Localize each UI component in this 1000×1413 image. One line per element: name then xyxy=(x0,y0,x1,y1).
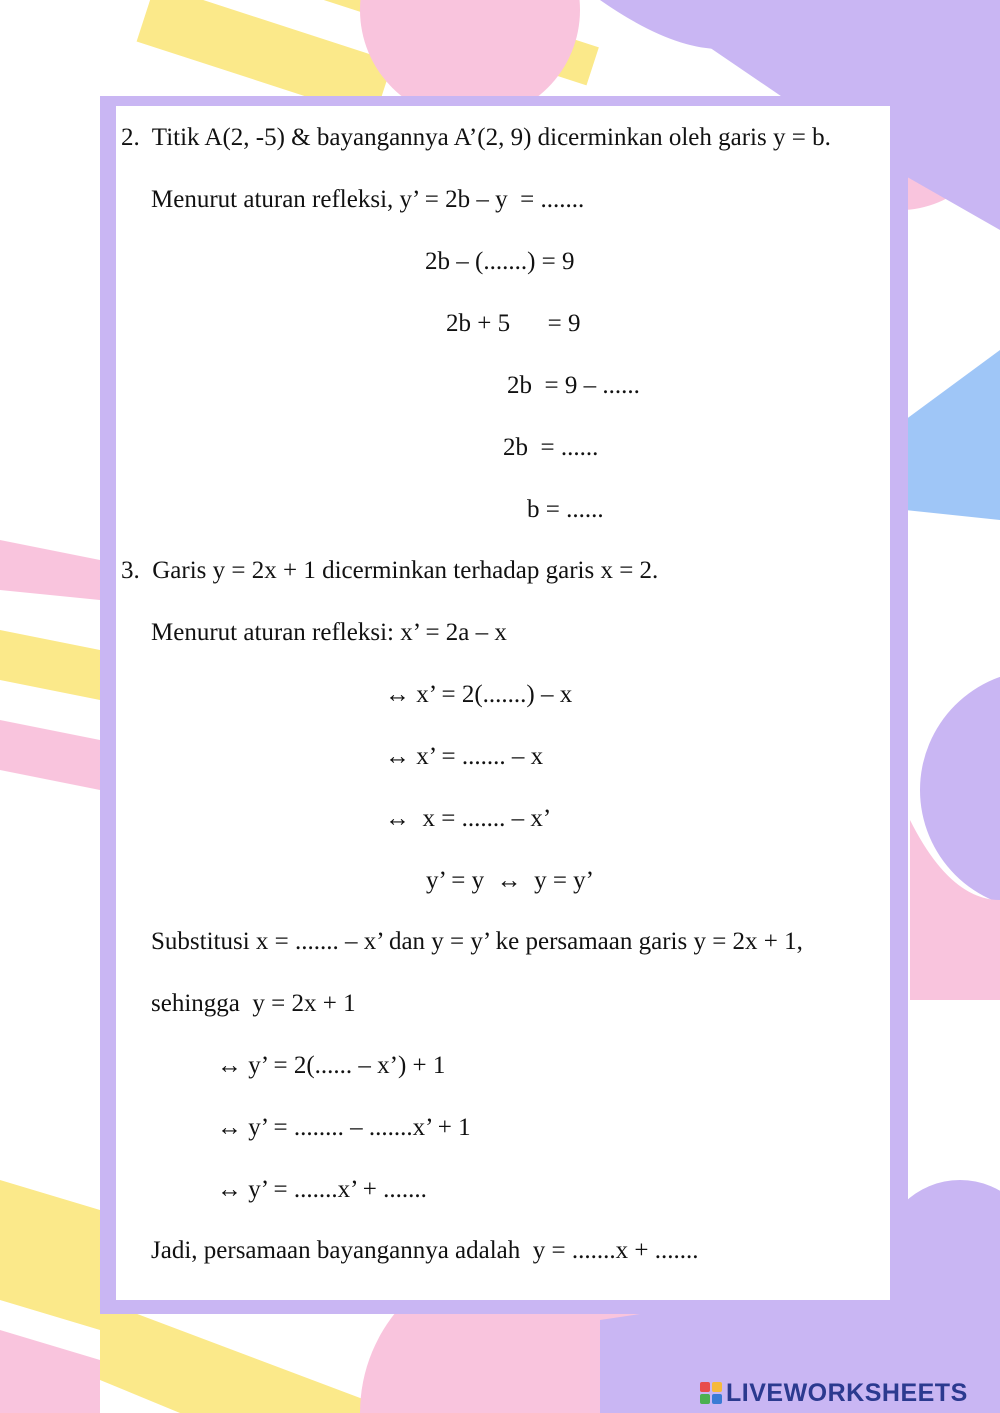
problem-3-sehingga: sehingga y = 2x + 1 xyxy=(151,990,356,1017)
problem-3-derivation-3: ↔ y’ = .......x’ + ....... xyxy=(217,1176,427,1203)
problem-3-statement: 3. Garis y = 2x + 1 dicerminkan terhadap garis x = 2. xyxy=(121,557,659,584)
problem-2-step-4: 2b = ...... xyxy=(503,434,599,461)
liveworksheets-logo-icon xyxy=(700,1382,722,1404)
problem-3-step-1: ↔ x’ = 2(.......) – x xyxy=(385,681,573,708)
problem-2-step-2: 2b + 5 = 9 xyxy=(446,310,581,337)
problem-2-step-3: 2b = 9 – ...... xyxy=(507,372,640,399)
liveworksheets-logo-text: LIVEWORKSHEETS xyxy=(726,1378,968,1407)
problem-2-rule: Menurut aturan refleksi, y’ = 2b – y = ....... xyxy=(151,186,585,213)
problem-3-rule: Menurut aturan refleksi: x’ = 2a – x xyxy=(151,619,507,646)
liveworksheets-logo xyxy=(700,1378,968,1408)
problem-3-derivation-2: ↔ y’ = ........ – .......x’ + 1 xyxy=(217,1114,471,1141)
problem-3-derivation-1: ↔ y’ = 2(...... – x’) + 1 xyxy=(217,1052,446,1079)
problem-3-conclusion: Jadi, persamaan bayangannya adalah y = .......x + ....... xyxy=(151,1237,699,1264)
problem-3-step-4: y’ = y ↔ y = y’ xyxy=(426,867,594,894)
problem-2-step-5: b = ...... xyxy=(527,496,604,523)
problem-2-statement: 2. Titik A(2, -5) & bayangannya A’(2, 9) dicerminkan oleh garis y = b. xyxy=(121,124,831,151)
problem-2-step-1: 2b – (.......) = 9 xyxy=(425,248,575,275)
problem-3-step-3: ↔ x = ....... – x’ xyxy=(385,805,552,832)
problem-3-step-2: ↔ x’ = ....... – x xyxy=(385,743,544,770)
problem-3-substitution: Substitusi x = ....... – x’ dan y = y’ ke persamaan garis y = 2x + 1, xyxy=(151,928,803,955)
